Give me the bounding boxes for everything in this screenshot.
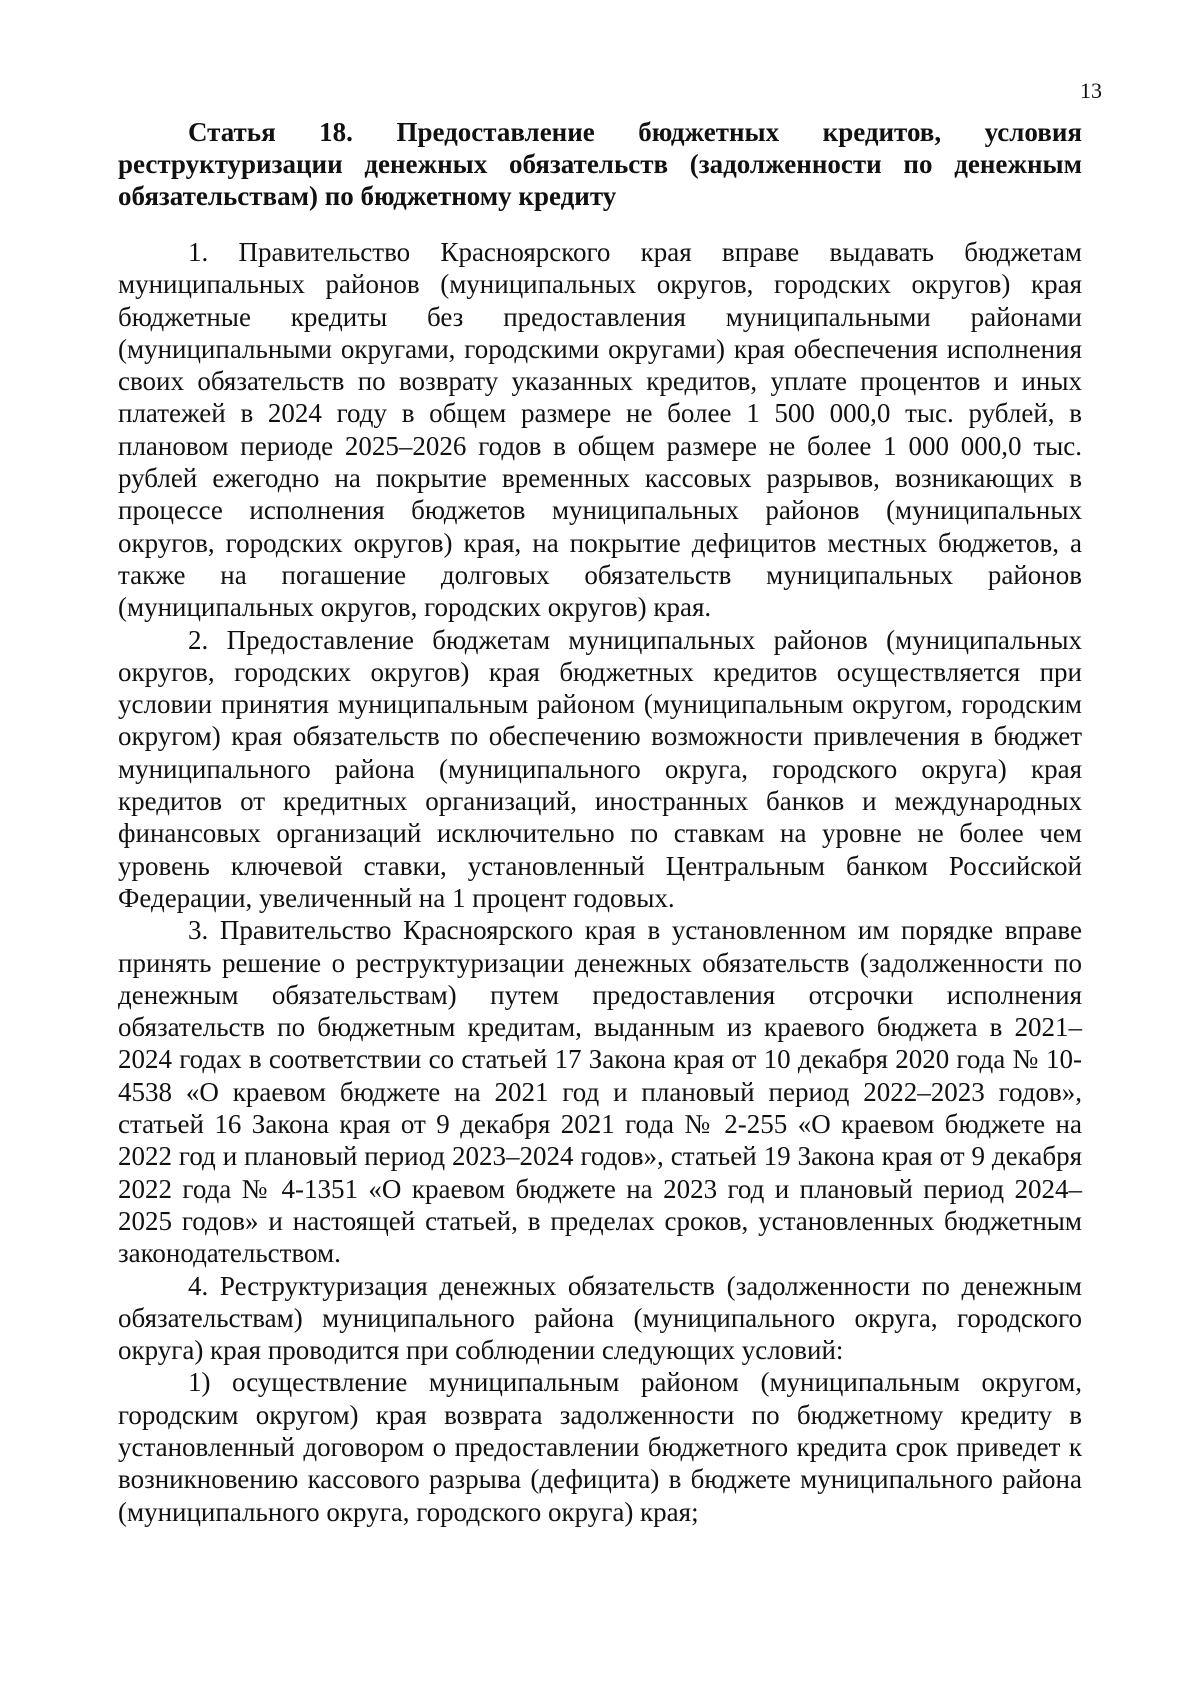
paragraph-4-item-1: 1) осуществление муниципальным районом (муниципальным округом, городским округом) края возврата задолженности по бюджетному кредиту в установленный договором о предоставлении бюджетного кредита срок приведет к возникновению кассового разрыва (дефицита) в бюджете муниципального района (муниципального округа, городского округа) края;: [118, 1367, 1082, 1527]
article-title: Статья 18. Предоставление бюджетных кредитов, условия реструктуризации денежных обязательств (задолженности по денежным обязательствам) по бюджетному кредиту: [118, 117, 1082, 211]
article-18: [118, 116, 1082, 1528]
paragraph-2: 2. Предоставление бюджетам муниципальных районов (муниципальных округов, городских округов) края бюджетных кредитов осуществляется при условии принятия муниципальным районом (муниципальным округом, городским округом) края обязательств по обеспечению возможности привлечения в бюджет муниципального района (муниципального округа, городского округа) края кредитов от кредитных организаций, иностранных банков и международных финансовых организаций исключительно по ставкам на уровне не более чем уровень ключевой ставки, установленный Центральным банком Российской Федерации, увеличенный на 1 процент годовых.: [118, 624, 1082, 913]
paragraph-3: 3. Правительство Красноярского края в установленном им порядке вправе принять решение о реструктуризации денежных обязательств (задолженности по денежным обязательствам) путем предоставления отсрочки исполнения обязательств по бюджетным кредитам, выданным из краевого бюджета в 2021–2024 годах в соответствии со статьей 17 Закона края от 10 декабря 2020 года № 10-4538 «О краевом бюджете на 2021 год и плановый период 2022–2023 годов», статьей 16 Закона края от 9 декабря 2021 года № 2-255 «О краевом бюджете на 2022 год и плановый период 2023–2024 годов», статьей 19 Закона края от 9 декабря 2022 года № 4-1351 «О краевом бюджете на 2023 год и плановый период 2024–2025 годов» и настоящей статьей, в пределах сроков, установленных бюджетным законодательством.: [118, 915, 1082, 1269]
paragraph-1: 1. Правительство Красноярского края вправе выдавать бюджетам муниципальных районов (муниципальных округов, городских округов) края бюджетные кредиты без предоставления муниципальными районами (муниципальными округами, городскими округами) края обеспечения исполнения своих обязательств по возврату указанных кредитов, уплате процентов и иных платежей в 2024 году в общем размере не более 1 500 000,0 тыс. рублей, в плановом периоде 2025–2026 годов в общем размере не более 1 000 000,0 тыс. рублей ежегодно на покрытие временных кассовых разрывов, возникающих в процессе исполнения бюджетов муниципальных районов (муниципальных округов, городских округов) края, на покрытие дефицитов местных бюджетов, а также на погашение долговых обязательств муниципальных районов (муниципальных округов, городских округов) края.: [118, 237, 1082, 623]
page-number: 13: [1080, 78, 1102, 103]
paragraph-4: 4. Реструктуризация денежных обязательств (задолженности по денежным обязательствам) муниципального района (муниципального округа, городского округа) края проводится при соблюдении следующих условий:: [118, 1270, 1082, 1366]
